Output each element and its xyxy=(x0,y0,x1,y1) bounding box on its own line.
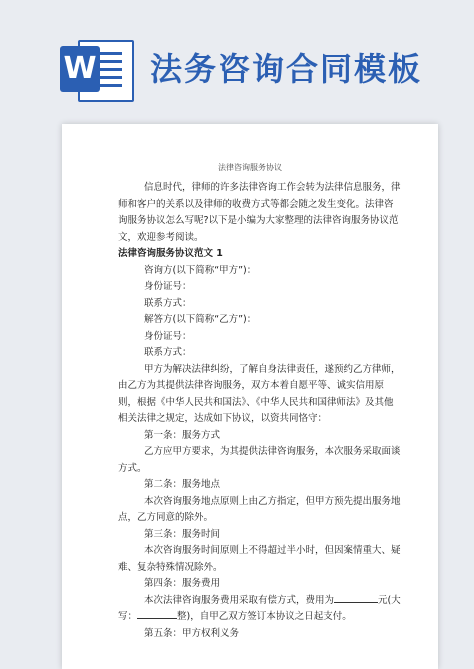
banner xyxy=(0,0,474,120)
document-header: 法律咨询服务协议 xyxy=(218,163,282,172)
article-2-body: 本次咨询服务地点原则上由乙方指定，但甲方预先提出服务地点，乙方同意的除外。 xyxy=(118,495,401,523)
party-a-contact-line: 联系方式： xyxy=(144,297,192,309)
banner-title: 法务咨询合同模板 xyxy=(150,50,423,88)
fee-text-3: 整)，自甲乙双方签订本协议之日起支付。 xyxy=(177,611,352,622)
section-heading: 法律咨询服务协议范文 1 xyxy=(118,248,223,259)
article-2-title: 第二条：服务地点 xyxy=(144,479,221,490)
party-b-id-line: 身份证号： xyxy=(144,330,192,342)
document-body xyxy=(118,180,402,642)
party-a-line: 咨询方(以下简称“甲方”)： xyxy=(144,264,257,276)
party-b-line: 解答方(以下简称“乙方”)： xyxy=(144,314,257,325)
article-5-title: 第五条：甲方权利义务 xyxy=(144,627,240,639)
article-1-body: 乙方应甲方要求，为其提供法律咨询服务，本次服务采取面谈方式。 xyxy=(118,446,401,474)
article-1-title: 第一条：服务方式 xyxy=(144,429,221,441)
document-page xyxy=(62,124,438,669)
party-a-id-line: 身份证号： xyxy=(144,281,192,292)
fee-amount-blank xyxy=(334,602,378,603)
article-3-body: 本次咨询服务时间原则上不得超过半小时，但因案情重大、疑难、复杂特殊情况除外。 xyxy=(118,545,401,573)
article-3-title: 第三条：服务时间 xyxy=(144,528,221,540)
intro-paragraph: 信息时代，律师的许多法律咨询工作会转为法律信息服务，律师和客户的关系以及律师的收费方式等都会随之发生变化。法律咨询服务协议怎么写呢?以下是小编为大家整理的法律咨询服务协议范文，欢迎参考阅读。 xyxy=(118,182,401,243)
party-b-contact-line: 联系方式： xyxy=(144,347,192,358)
preamble-paragraph: 甲方为解决法律纠纷，了解自身法律责任，遂预约乙方律师，由乙方为其提供法律咨询服务，双方本着自愿平等、诚实信用原则，根据《中华人民共和国法》、《中华人民共和国律师法》及其他相关法律之规定，达成如下协议，以资共同恪守： xyxy=(118,363,401,424)
article-4-title: 第四条：服务费用 xyxy=(144,578,221,589)
word-document-icon xyxy=(60,38,132,100)
fee-uppercase-blank xyxy=(137,618,177,619)
fee-text-1: 本次法律咨询服务费用采取有偿方式，费用为 xyxy=(144,594,335,606)
word-badge: W xyxy=(60,46,100,92)
fee-text-2: 元(大写： xyxy=(118,594,401,622)
article-4-body xyxy=(118,593,402,626)
